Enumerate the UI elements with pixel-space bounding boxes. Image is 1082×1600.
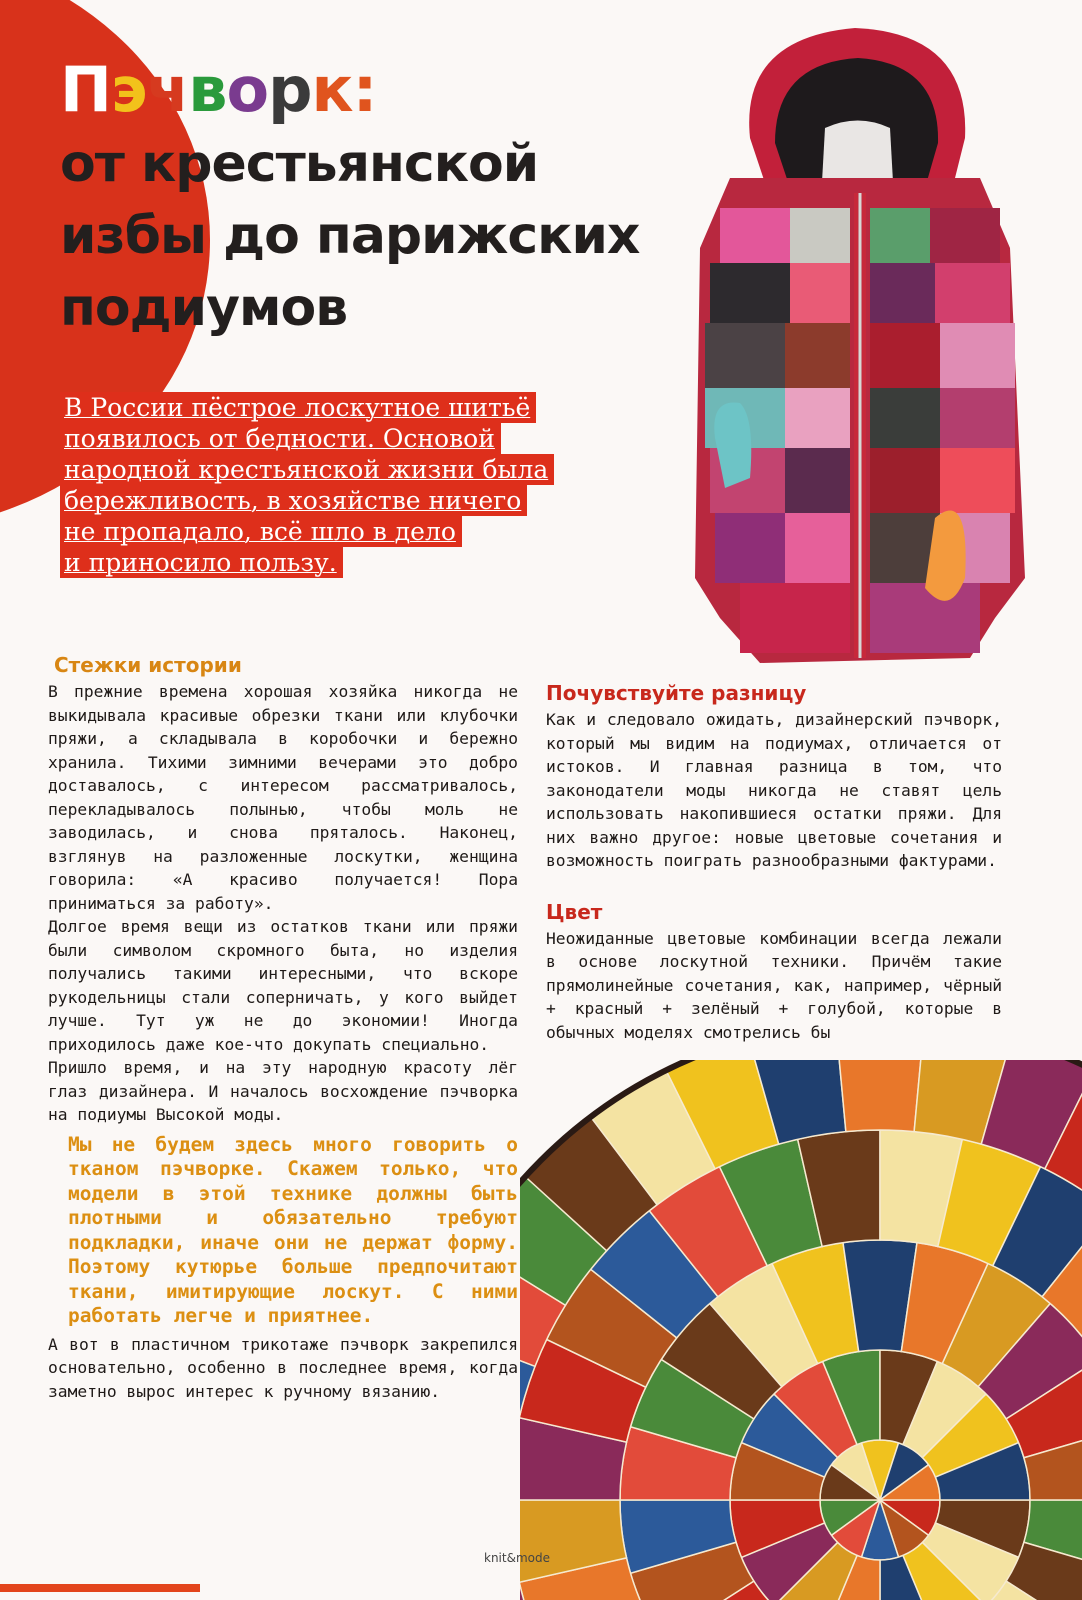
lead-line: бережливость, в хозяйстве ничего (60, 485, 527, 516)
title-line-4: подиумов (60, 278, 348, 338)
body-paragraph: А вот в пластичном трикотаже пэчворк закрепился основательно, особенно в последнее время, когда заметно вырос интерес к ручному вязанию. (48, 1334, 518, 1401)
pull-quote: Мы не будем здесь много говорить о тканом пэчворке. Скажем только, что модели в этой технике должны быть плотными и обязательно требуют подкладки, иначе они не держат форму. Поэтому кутюрье больше предпочитают ткани, имитирующие лоскут. С ними работать легче и приятнее. (68, 1132, 518, 1327)
lead-paragraph (60, 392, 580, 578)
body-paragraph: Долгое время вещи из остатков ткани или пряжи были символом скромного быта, но изделия получались такими интересными, что вскоре рукодельницы стали соперничать, у кого выйдет лучше. Тут уж не до экономии! Иногда приходилось даже кое-что докупать специально. (48, 917, 518, 1054)
quilt-patch (836, 1060, 925, 1132)
jacket-photo (680, 18, 1040, 678)
body-paragraph: Как и следовало ожидать, дизайнерский пэчворк, который мы видим на подиумах, отличается от истоков. И главная разница в том, что законодатели моды никогда не ставят цель использовать накопившиеся остатки пряжи. Для них важно другое: новые цветовые сочетания и возможность поиграть разнообразными фактурами. (546, 710, 1002, 870)
page-title (60, 52, 639, 344)
title-letter: ч (146, 53, 189, 126)
section-heading-difference: Почувствуйте разницу (546, 681, 807, 705)
section-spacer (546, 873, 1002, 899)
body-paragraph: Пришло время, и на эту народную красоту лёг глаз дизайнера. И началось восхождение пэчворка на подиумы Высокой моды. (48, 1058, 518, 1124)
section-heading-color: Цвет (546, 899, 603, 924)
title-letter: П (60, 53, 111, 126)
title-letter: к (311, 53, 353, 126)
lead-line: В России пёстрое лоскутное шитьё (60, 392, 536, 423)
quilt-photo (520, 1060, 1082, 1600)
title-line-2: от крестьянской (60, 134, 539, 194)
lead-line: народной крестьянской жизни была (60, 454, 554, 485)
footer-accent-bar (0, 1584, 200, 1592)
lead-line: не пропадало, всё шло в дело (60, 516, 462, 547)
lead-line: и приносило пользу. (60, 547, 343, 578)
quilt-illustration (520, 1060, 1082, 1600)
body-paragraph: В прежние времена хорошая хозяйка никогда не выкидывала красивые обрезки ткани или клубочки пряжи, а складывала в коробочки и бережно хранила. Тихими зимними вечерами это добро доставалось, с интересом рассматривалось, перекладывалось полынью, чтобы моль не заводилась, и снова пряталось. Наконец, взглянув на разложенные лоскутки, женщина говорила: «А красиво получается! Пора приниматься за работу». (48, 682, 518, 913)
jacket-illustration (680, 18, 1040, 678)
title-word (60, 52, 639, 128)
title-letter: в (188, 53, 227, 126)
section-heading-history: Стежки истории (54, 653, 242, 677)
body-paragraph: Неожиданные цветовые комбинации всегда лежали в основе лоскутной техники. Причём такие прямолинейные сочетания, как, например, чёрный + красный + зелёный + голубой, которые в обычных моделях смотрелись бы (546, 928, 1002, 1042)
right-column (546, 680, 1002, 1044)
title-line-3: избы до парижских (60, 206, 640, 266)
title-letter: : (352, 53, 377, 126)
left-column (48, 652, 518, 1403)
lead-line: появилось от бедности. Основой (60, 423, 501, 454)
footer-brand: knit&mode (484, 1551, 550, 1565)
title-letter: о (226, 53, 269, 126)
title-letter: э (110, 53, 147, 126)
title-letter: р (268, 53, 312, 126)
